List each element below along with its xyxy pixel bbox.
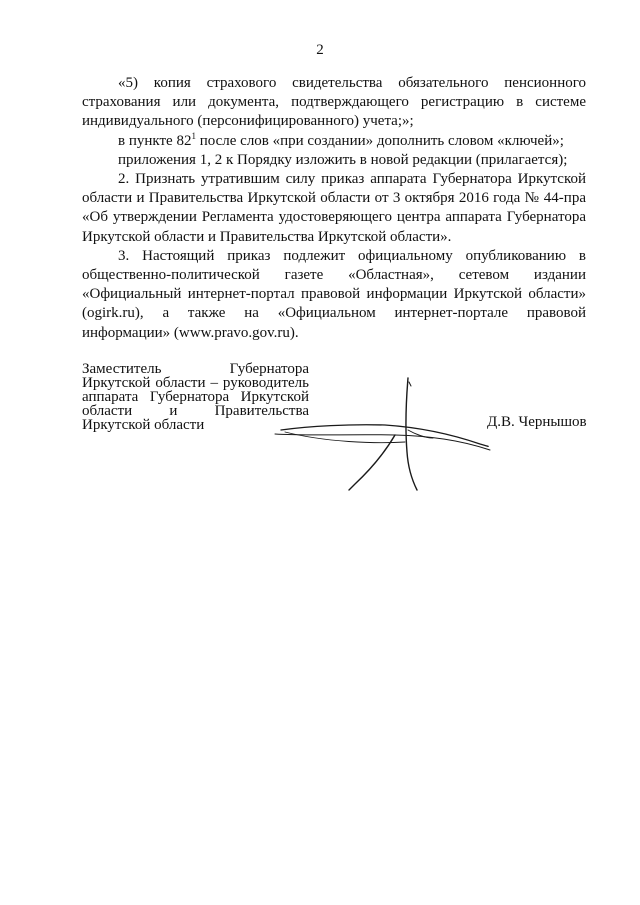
paragraph-item-3: 3. Настоящий приказ подлежит официальному опубликованию в общественно-политической газете «Областная», сетевом издании «Официальный интернет-портал правовой информации Иркутской области» (ogirk.ru), а также на «Официальном интернет-портале правовой информации» (www.pravo.gov.ru). bbox=[82, 247, 586, 341]
position-line-1: Заместитель Губернатора bbox=[82, 361, 309, 377]
position-line-5: Иркутской области bbox=[82, 417, 205, 433]
position-line-2: Иркутской области – руководитель bbox=[82, 375, 309, 391]
point-82-text: в пункте 82 bbox=[118, 132, 192, 149]
page-number: 2 bbox=[316, 42, 324, 58]
paragraph-item-5: «5) копия страхового свидетельства обязательного пенсионного страхования или документа, подтверждающего регистрацию в системе индивидуального (персонифицированного) учета;»; bbox=[82, 75, 586, 130]
signer-name: Д.В. Чернышов bbox=[487, 414, 587, 430]
paragraph-point-82 bbox=[82, 132, 586, 151]
handwritten-signature bbox=[265, 372, 505, 502]
paragraph-appendix: приложения 1, 2 к Порядку изложить в новой редакции (прилагается); bbox=[118, 151, 568, 168]
point-82-rest: после слов «при создании» дополнить словом «ключей»; bbox=[195, 132, 564, 149]
position-line-4: области и Правительства bbox=[82, 403, 309, 419]
document-body bbox=[82, 74, 586, 343]
point-82-superscript: 1 bbox=[191, 130, 196, 141]
position-line-3: аппарата Губернатора Иркутской bbox=[82, 389, 309, 405]
paragraph-item-2: 2. Признать утратившим силу приказ аппарата Губернатора Иркутской области и Правительства Иркутской области от 3 октября 2016 года № 44-пра «Об утверждении Регламента удостоверяющего центра аппарата Губернатора Иркутской области и Правительства Иркутской области». bbox=[82, 171, 586, 245]
